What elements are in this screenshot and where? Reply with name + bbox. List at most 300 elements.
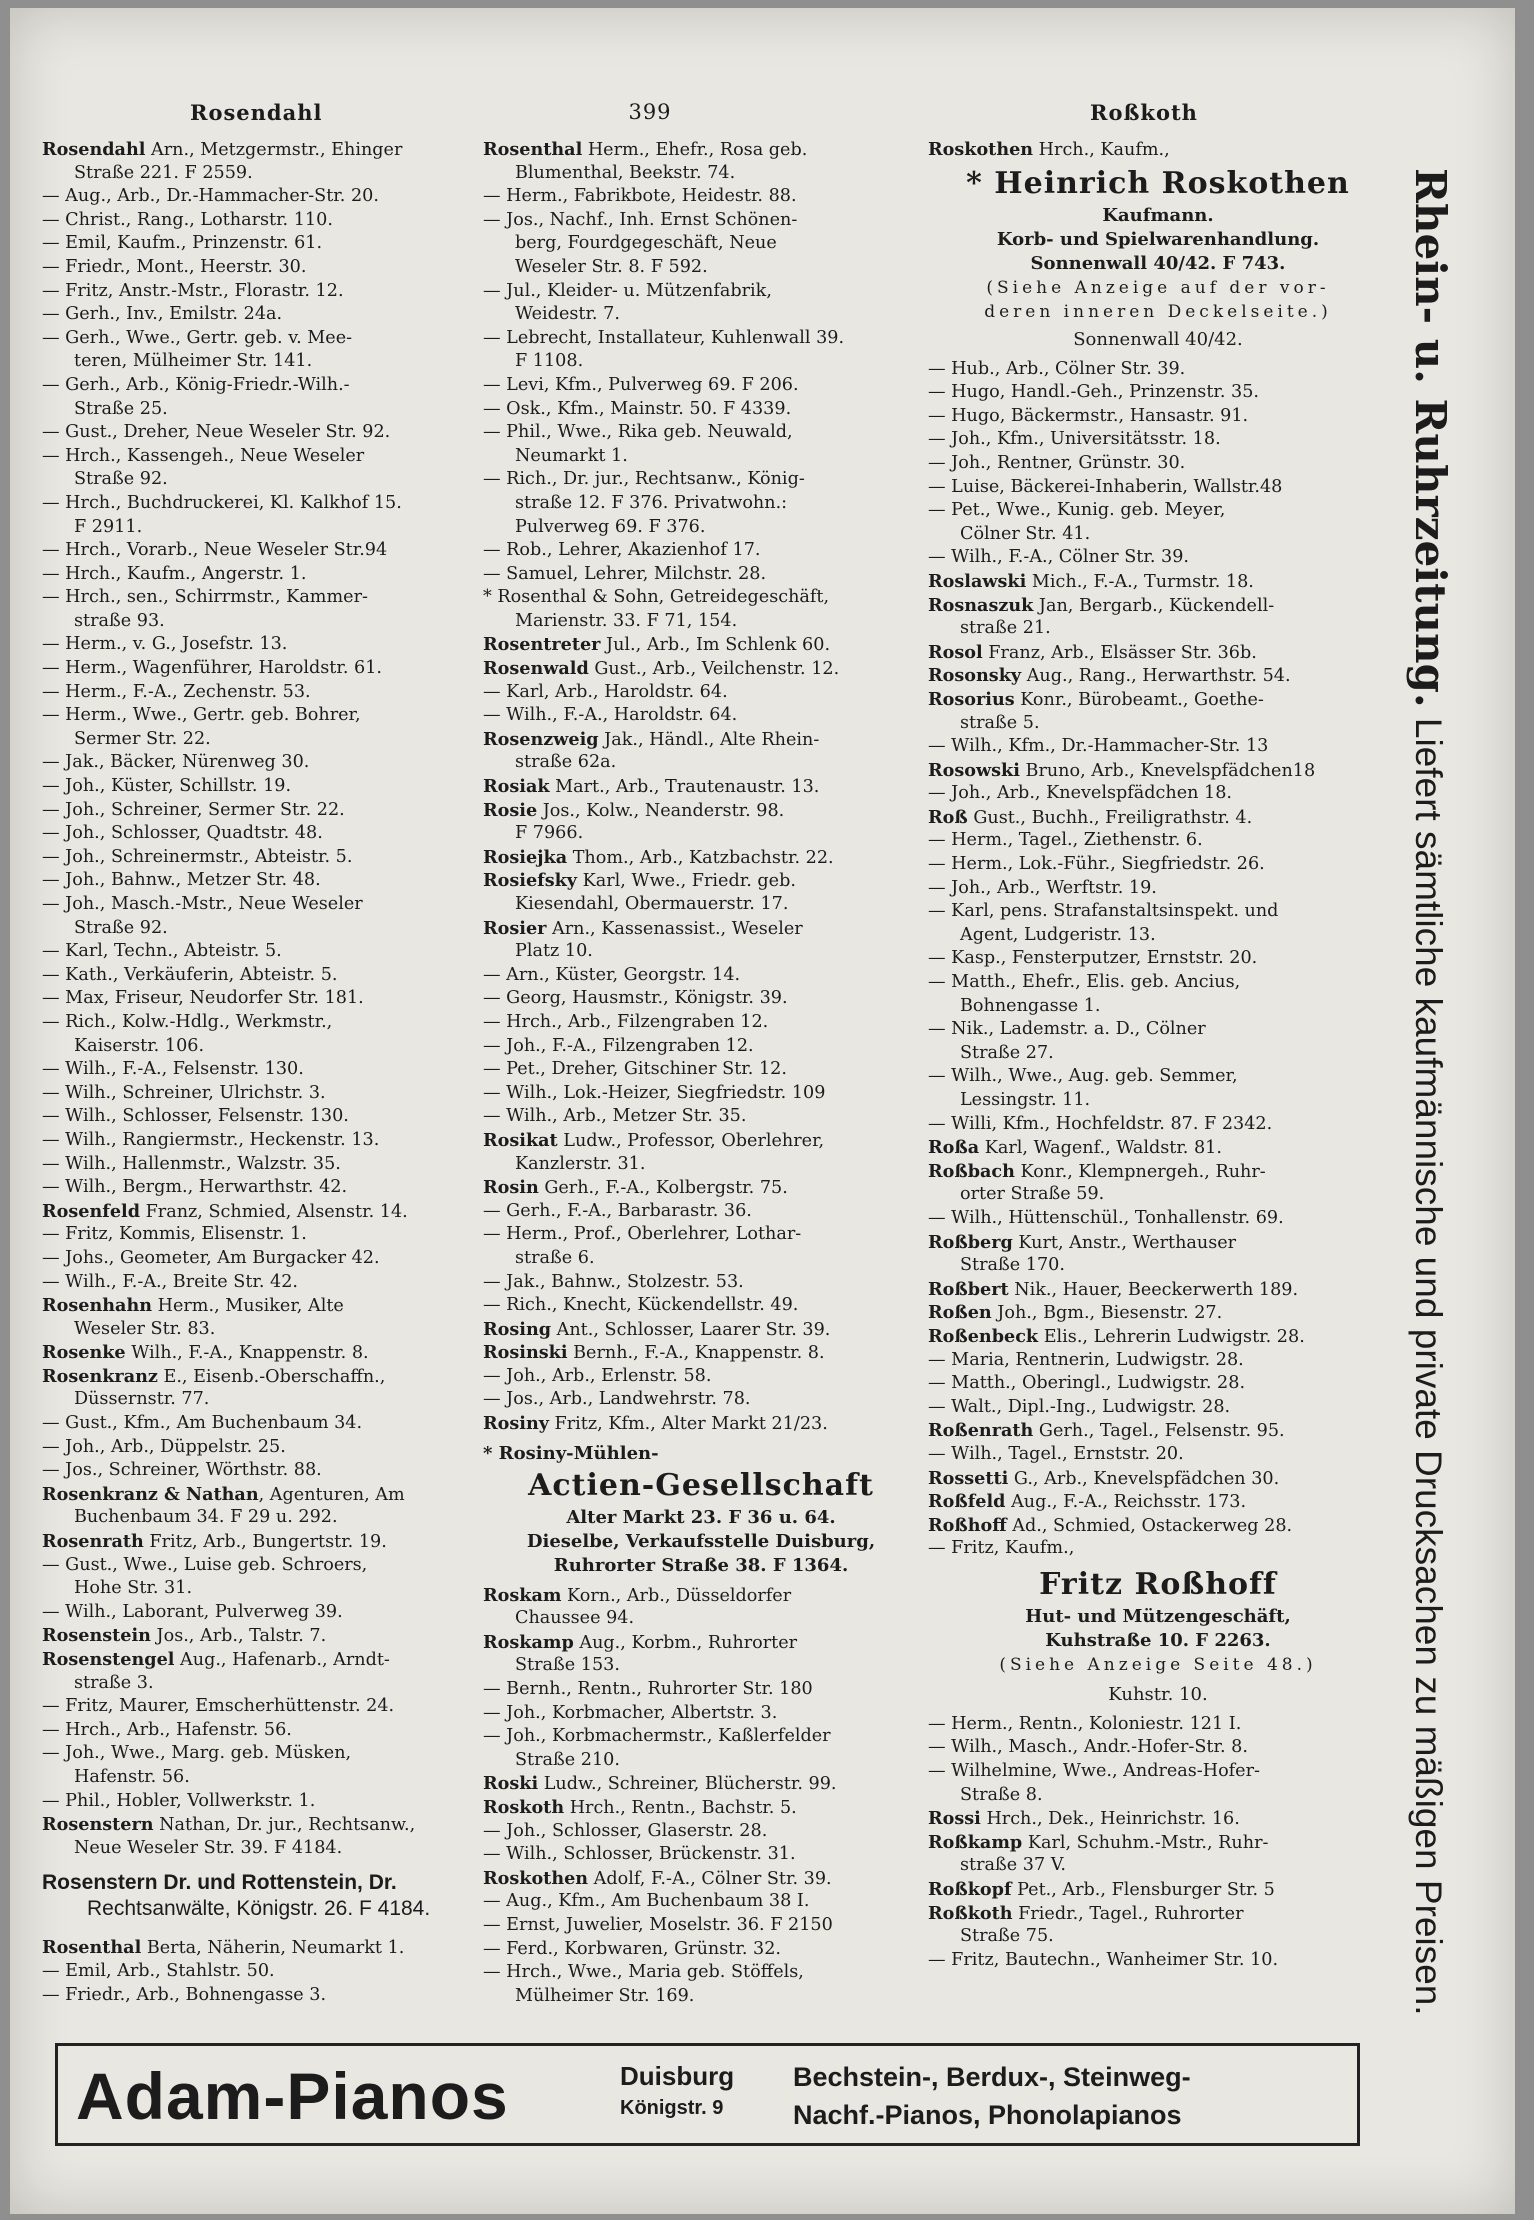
directory-entry [483,1035,919,1059]
roskothen-ad-line2: Korb- und Spielwarenhandlung. [996,228,1320,250]
entry-text: — Wilh., Schreiner, Ulrichstr. 3. [42,1082,326,1103]
entry-text: — Karl, Techn., Abteistr. 5. [42,941,282,962]
entry-text: — Karl, pens. Strafanstaltsinspekt. und [928,901,1279,922]
entry-text: Straße 221. F 2559. [74,162,253,183]
directory-entry [42,1483,478,1507]
directory-entry [42,1011,478,1035]
directory-entry [928,853,1388,877]
directory-entry [928,617,1388,641]
directory-entry [42,751,478,775]
entry-text: Mart., Arb., Trautenaustr. 13. [549,777,820,798]
entry-text: — Hrch., Arb., Filzengraben 12. [483,1011,769,1032]
piano-ad-street: Königstr. 9 [620,2097,724,2119]
directory-entry [928,1254,1388,1278]
directory-entry [483,633,919,657]
directory-entry [928,1443,1388,1467]
entry-surname: Roßenbeck [928,1325,1039,1347]
piano-ad-brand: Adam-Pianos [76,2059,509,2133]
entry-text: Gerh., Tagel., Felsenstr. 95. [1033,1421,1285,1442]
piano-ad-city: Duisburg [620,2061,735,2091]
entry-text: Kaiserstr. 106. [74,1035,205,1056]
entry-text: — Joh., Arb., Knevelspfädchen 18. [928,783,1233,804]
directory-entry [42,964,478,988]
directory-entry [928,782,1388,806]
directory-entry [928,1878,1388,1902]
column-2 [483,138,919,2008]
entry-text: Buchenbaum 34. F 29 u. 292. [74,1507,338,1528]
entry-text: Jos., Arb., Talstr. 7. [150,1626,327,1647]
directory-entry [483,209,919,233]
entry-text: Straße 27. [960,1042,1054,1063]
entry-text: Agent, Ludgeristr. 13. [960,924,1156,945]
entry-text: Jul., Arb., Im Schlenk 60. [600,635,831,656]
entry-surname: Rosnaszuk [928,594,1034,616]
directory-entry [928,1514,1388,1538]
directory-entry [42,563,478,587]
entry-surname: Rosenthal [483,139,583,160]
directory-entry [42,1388,478,1412]
entry-text: — Gust., Wwe., Luise geb. Schroers, [42,1554,368,1575]
piano-ad-line1: Bechstein-, Berdux-, Steinweg- [793,2062,1191,2092]
entry-text: Ludw., Professor, Oberlehrer, [557,1130,825,1151]
directory-entry [42,1200,478,1224]
directory-entry [928,1949,1388,1973]
directory-entry [928,712,1388,736]
directory-entry [483,1223,919,1247]
entry-surname: Roß [928,806,968,828]
entry-text: — Hrch., Wwe., Maria geb. Stöffels, [483,1962,804,1983]
entry-text: — Gerh., F.-A., Barbarastr. 36. [483,1200,752,1221]
entry-text: — Fritz, Maurer, Emscherhüttenstr. 24. [42,1696,395,1717]
entry-text: — Phil., Wwe., Rika geb. Neuwald, [483,422,793,443]
directory-entry [42,209,478,233]
directory-entry [928,546,1388,570]
column-3 [928,138,1388,1972]
entry-text: — Hrch., Buchdruckerei, Kl. Kalkhof 15. [42,492,402,513]
directory-entry [42,940,478,964]
directory-entry [42,1176,478,1200]
entry-text: — Jak., Bahnw., Stolzestr. 53. [483,1271,744,1292]
entry-surname: Roßen [928,1302,992,1324]
directory-entry [42,1459,478,1483]
entry-text: Straße 210. [515,1749,620,1770]
entry-text: — Hugo, Handl.-Geh., Prinzenstr. 35. [928,382,1260,403]
entry-text: Straße 25. [74,398,168,419]
directory-entry [928,1925,1388,1949]
directory-entry [928,924,1388,948]
entry-surname: Rosenhahn [42,1295,153,1317]
directory-entry [483,1318,919,1342]
directory-entry [928,405,1388,429]
directory-entry [928,1713,1388,1737]
directory-entry [42,516,478,540]
entry-text: Weseler Str. 8. F 592. [515,256,708,277]
directory-entry [483,1961,919,1985]
directory-entry [483,327,919,351]
entry-text: — Walt., Dipl.-Ing., Ludwigstr. 28. [928,1396,1231,1417]
directory-entry [928,381,1388,405]
directory-entry [928,759,1388,783]
directory-entry [483,586,919,610]
directory-entry [483,421,919,445]
entry-surname: Rosonsky [928,665,1022,687]
directory-entry [42,398,478,422]
entry-text: — Emil, Kaufm., Prinzenstr. 61. [42,233,323,254]
entry-text: straße 93. [74,610,165,631]
entry-text: Straße 92. [74,917,168,938]
directory-entry [42,704,478,728]
directory-entry [42,1506,478,1530]
entry-surname: Rosorius [928,688,1015,710]
entry-surname: Rosenrath [42,1531,144,1553]
directory-entry [928,476,1388,500]
header-right: Roßkoth [1090,100,1198,125]
directory-entry [42,421,478,445]
entry-surname: Rosol [928,641,983,663]
directory-entry [483,1843,919,1867]
roskothen-ad-line3: Sonnenwall 40/42. F 743. [1030,252,1286,274]
entry-text: — Fritz, Kommis, Elisenstr. 1. [42,1224,307,1245]
directory-entry [483,563,919,587]
directory-entry [42,1554,478,1578]
entry-text: Gust., Buchh., Freiligrathstr. 4. [967,807,1253,828]
directory-entry [42,1719,478,1743]
entry-text: — Matth., Ehefr., Elis. geb. Ancius, [928,972,1241,993]
directory-entry [928,1372,1388,1396]
entry-text: Weidestr. 7. [515,304,620,325]
directory-entry [42,1624,478,1648]
entry-surname: Roßbach [928,1160,1015,1182]
entry-text: Straße 170. [960,1255,1065,1276]
entry-text: G., Arb., Knevelspfädchen 30. [1008,1468,1280,1489]
entry-text: Konr., Klempnergeh., Ruhr- [1014,1161,1266,1182]
directory-entry [42,1984,478,2008]
rosshoff-ad-line1: Hut- und Mützengeschäft, [1025,1605,1291,1627]
directory-entry [928,523,1388,547]
entry-text: — Rich., Knecht, Kückendellstr. 49. [483,1295,799,1316]
directory-entry [928,829,1388,853]
entry-text: — Willi, Kfm., Hochfeldstr. 87. F 2342. [928,1113,1273,1134]
entry-surname: Roslawski [928,570,1027,592]
directory-entry [928,1136,1388,1160]
directory-entry [928,499,1388,523]
directory-entry [928,1113,1388,1137]
directory-entry [483,445,919,469]
directory-entry [928,1760,1388,1784]
entry-text: — Jos., Arb., Landwehrstr. 78. [483,1389,751,1410]
rosshoff-ad-line2: Kuhstraße 10. F 2263. [1045,1629,1271,1651]
roskothen-ad [928,164,1388,352]
entry-text: — Karl, Arb., Haroldstr. 64. [483,681,728,702]
entry-text: Wilh., F.-A., Knappenstr. 8. [125,1343,369,1364]
entry-text: — Samuel, Lehrer, Milchstr. 28. [483,563,767,584]
entry-text: — Wilh., Kfm., Dr.-Hammacher-Str. 13 [928,736,1269,757]
directory-entry [42,1936,478,1960]
directory-entry [928,1065,1388,1089]
entry-text: — Aug., Arb., Dr.-Hammacher-Str. 20. [42,186,379,207]
actien-ad-line3: Ruhrorter Straße 38. F 1364. [553,1554,849,1576]
directory-entry [483,1176,919,1200]
directory-entry [928,1467,1388,1491]
entry-text: — Joh., Schreiner, Sermer Str. 22. [42,799,345,820]
entry-text: Bernh., F.-A., Knappenstr. 8. [567,1343,825,1364]
actien-ad-title: Actien-Gesellschaft [528,1467,874,1503]
directory-entry [42,1294,478,1318]
directory-entry [483,280,919,304]
directory-entry [42,303,478,327]
entry-text: — Lebrecht, Installateur, Kuhlenwall 39. [483,327,845,348]
directory-entry [483,799,919,823]
entry-text: — Hrch., Kassengeh., Neue Weseler [42,445,365,466]
directory-entry [928,1419,1388,1443]
entry-text: Kurt, Anstr., Werthauser [1012,1232,1237,1253]
directory-entry [928,1325,1388,1349]
entry-text: — Nik., Lademstr. a. D., Cölner [928,1019,1206,1040]
directory-entry [928,1207,1388,1231]
directory-entry [483,1271,919,1295]
directory-entry [483,940,919,964]
entry-text: — Fritz, Bautechn., Wanheimer Str. 10. [928,1949,1279,1970]
directory-entry [483,1200,919,1224]
entry-text: — Herm., Tagel., Ziethenstr. 6. [928,830,1203,851]
directory-entry [42,185,478,209]
directory-entry [483,1082,919,1106]
directory-entry [483,398,919,422]
directory-entry [42,1318,478,1342]
entry-text: — Jul., Kleider- u. Mützenfabrik, [483,280,772,301]
directory-entry [928,688,1388,712]
entry-surname: Roßfeld [928,1491,1006,1513]
entry-text: — Wilh., Hüttenschül., Tonhallenstr. 69. [928,1207,1284,1228]
directory-entry [483,1867,919,1891]
directory-entry [42,232,478,256]
entry-text: — Matth., Oberingl., Ludwigstr. 28. [928,1373,1246,1394]
directory-entry [483,1725,919,1749]
piano-ad-line2: Nachf.-Pianos, Phonolapianos [793,2100,1182,2130]
entry-text: Straße 92. [74,469,168,490]
entry-text: Karl, Schuhm.-Mstr., Ruhr- [1022,1832,1269,1853]
entry-text: — Jos., Nachf., Inh. Ernst Schönen- [483,209,798,230]
directory-entry [483,539,919,563]
entry-text: Franz, Schmied, Alsenstr. 14. [140,1201,408,1222]
entry-text: — Bernh., Rentn., Ruhrorter Str. 180 [483,1679,813,1700]
entry-text: — Hrch., Kaufm., Angerstr. 1. [42,563,307,584]
entry-text: — Wilh., Schlosser, Brückenstr. 31. [483,1844,796,1865]
entry-text: Lessingstr. 11. [960,1090,1091,1110]
roskothen-ad-line6: Sonnenwall 40/42. [1073,328,1243,350]
entry-text: Fritz, Kfm., Alter Markt 21/23. [548,1414,828,1435]
entry-text: — Joh., Masch.-Mstr., Neue Weseler [42,894,363,914]
entry-surname: Rossetti [928,1467,1009,1489]
directory-entry [928,1231,1388,1255]
directory-entry [483,374,919,398]
directory-entry [42,162,478,186]
directory-entry [42,1742,478,1766]
directory-entry [483,1820,919,1844]
actien-ad-line2: Dieselbe, Verkaufsstelle Duisburg, [526,1530,876,1552]
directory-entry [483,1772,919,1796]
directory-entry [483,232,919,256]
entry-text: Pulverweg 69. F 376. [515,516,706,537]
entry-surname: Roskoth [483,1797,565,1818]
entry-text: — Levi, Kfm., Pulverweg 69. F 206. [483,374,799,395]
entry-text: — Wilh., Tagel., Ernststr. 20. [928,1443,1184,1464]
directory-entry [483,1914,919,1938]
page-number: 399 [628,100,672,124]
entry-surname: Rosiefsky [483,870,578,892]
entry-text: — Wilh., Rangiermstr., Heckenstr. 13. [42,1129,380,1150]
entry-surname: Rosinski [483,1342,568,1364]
entry-text: — Joh., F.-A., Filzengraben 12. [483,1035,754,1056]
entry-text: — Hrch., Vorarb., Neue Weseler Str.94 [42,540,388,561]
entry-text: Nathan, Dr. jur., Rechtsanw., [153,1815,416,1836]
directory-entry [928,1089,1388,1113]
entry-text: — Herm., v. G., Josefstr. 13. [42,634,288,655]
entry-text: E., Eisenb.-Oberschaffn., [157,1366,386,1387]
directory-entry [42,1341,478,1365]
entry-text: Straße 153. [515,1655,620,1676]
entry-text: Herm., Musiker, Alte [152,1296,344,1317]
entry-surname: Roßhoff [928,1514,1007,1536]
directory-entry [42,1082,478,1106]
directory-entry [42,1412,478,1436]
entry-text: Aug., Rang., Herwarthstr. 54. [1021,666,1291,687]
entry-text: Karl, Wwe., Friedr. geb. [577,871,796,892]
directory-entry [483,138,919,162]
entry-text: — Kath., Verkäuferin, Abteistr. 5. [42,964,338,985]
directory-entry [42,1129,478,1153]
entry-surname: Roßkopf [928,1879,1012,1901]
entry-surname: Rossi [928,1808,981,1830]
piano-ad-address [620,2060,734,2124]
entry-text: Ant., Schlosser, Laarer Str. 39. [551,1319,831,1340]
entry-surname: Rosenstern [42,1814,154,1836]
entry-text: Straße 75. [960,1926,1054,1947]
entry-text: Adolf, F.-A., Cölner Str. 39. [588,1868,832,1889]
entry-text: Arn., Metzgermstr., Ehinger [145,140,403,160]
directory-entry [928,1807,1388,1831]
entry-text: Arn., Kassenassist., Weseler [546,918,803,939]
entry-surname: Rosenwald [483,658,589,680]
entry-text: — Hugo, Bäckermstr., Hansastr. 91. [928,405,1249,426]
directory-entry [42,728,478,752]
entry-text: — Gerh., Arb., König-Friedr.-Wilh.- [42,374,350,395]
entry-surname: Roßkamp [928,1831,1023,1853]
directory-entry [42,1035,478,1059]
entry-text: Bruno, Arb., Knevelspfädchen18 [1019,760,1316,781]
directory-entry [42,1648,478,1672]
directory-entry [928,641,1388,665]
entry-text: Hohe Str. 31. [74,1578,193,1599]
entry-text: Herm., Ehefr., Rosa geb. [582,140,808,160]
directory-entry [483,1702,919,1726]
entry-text: — Joh., Bahnw., Metzer Str. 48. [42,870,321,891]
entry-text: — Joh., Korbmachermstr., Kaßlerfelder [483,1726,831,1747]
directory-entry [483,964,919,988]
directory-entry [928,1018,1388,1042]
piano-ad-brands [793,2058,1191,2134]
entry-text: teren, Mülheimer Str. 141. [74,351,313,372]
roskothen-ad-line5: deren inneren Deckelseite.) [984,301,1332,322]
directory-entry [483,987,919,1011]
directory-entry [42,1790,478,1814]
directory-entry [42,1530,478,1554]
directory-entry [928,1736,1388,1760]
entry-text: F 7966. [515,823,584,844]
directory-entry [42,1813,478,1837]
directory-entry [483,893,919,917]
entry-text: — Wilh., Bergm., Herwarthstr. 42. [42,1177,348,1198]
entry-surname: Rosenthal [42,1937,142,1959]
side-ad-text: Liefert sämtliche kaufmännische und private Drucksachen zu mäßigen Preisen. [1408,707,1449,2016]
entry-text: Kanzlerstr. 31. [515,1153,646,1174]
entry-surname: Rosenkranz [42,1365,158,1387]
directory-entry [42,374,478,398]
entry-text: Hafenstr. 56. [74,1766,190,1787]
directory-entry [483,1247,919,1271]
entry-text: — Joh., Rentner, Grünstr. 30. [928,452,1186,473]
actien-ad [483,1442,919,1578]
entry-text: — Joh., Wwe., Marg. geb. Müsken, [42,1743,352,1764]
rosenstern-ad [42,1870,478,1922]
entry-surname: Rosenfeld [42,1200,140,1222]
entry-text: Düssernstr. 77. [74,1389,210,1410]
entry-text: — Emil, Arb., Stahlstr. 50. [42,1960,275,1981]
entry-text: Aug., F.-A., Reichsstr. 173. [1005,1492,1247,1513]
entry-text: — Luise, Bäckerei-Inhaberin, Wallstr.48 [928,476,1283,497]
entry-text: straße 6. [515,1247,595,1268]
entry-text: Pet., Arb., Flensburger Str. 5 [1011,1880,1275,1901]
directory-entry [483,1749,919,1773]
entry-text: — Maria, Rentnerin, Ludwigstr. 28. [928,1349,1244,1370]
directory-entry [483,728,919,752]
directory-entry [483,162,919,186]
directory-entry [42,1105,478,1129]
directory-entry [928,1537,1388,1561]
entry-surname: Rosiak [483,776,550,798]
side-advertisement [1395,168,1465,2028]
directory-entry [483,1365,919,1389]
directory-entry [483,704,919,728]
entry-text: Ad., Schmied, Ostackerweg 28. [1006,1515,1293,1536]
directory-entry [42,1223,478,1247]
entry-surname: Roskothen [483,1867,589,1889]
entry-surname: Roskothen [928,139,1034,160]
directory-entry [483,1129,919,1153]
directory-entry [42,492,478,516]
directory-entry [42,987,478,1011]
column-1 [42,138,478,2007]
entry-text: — Rich., Dr. jur., Rechtsanw., König- [483,469,805,490]
directory-entry [928,1490,1388,1514]
directory-entry [483,1631,919,1655]
entry-text: Hrch., Dek., Heinrichstr. 16. [980,1809,1240,1830]
directory-entry [42,539,478,563]
directory-entry [42,1365,478,1389]
directory-entry [483,657,919,681]
entry-text: — Herm., Lok.-Führ., Siegfriedstr. 26. [928,854,1265,875]
entry-text: Aug., Hafenarb., Arndt- [174,1650,390,1670]
directory-entry [42,633,478,657]
entry-text: orter Straße 59. [960,1184,1105,1205]
directory-entry [42,256,478,280]
rosshoff-ad-line3: (Siehe Anzeige Seite 48.) [999,1654,1317,1675]
entry-text: — Pet., Wwe., Kunig. geb. Meyer, [928,500,1226,521]
entry-text: Marienstr. 33. F 71, 154. [515,610,738,631]
directory-entry [483,1105,919,1129]
directory-entry [483,1985,919,2009]
entry-surname: Rosenkranz & Nathan [42,1483,259,1505]
